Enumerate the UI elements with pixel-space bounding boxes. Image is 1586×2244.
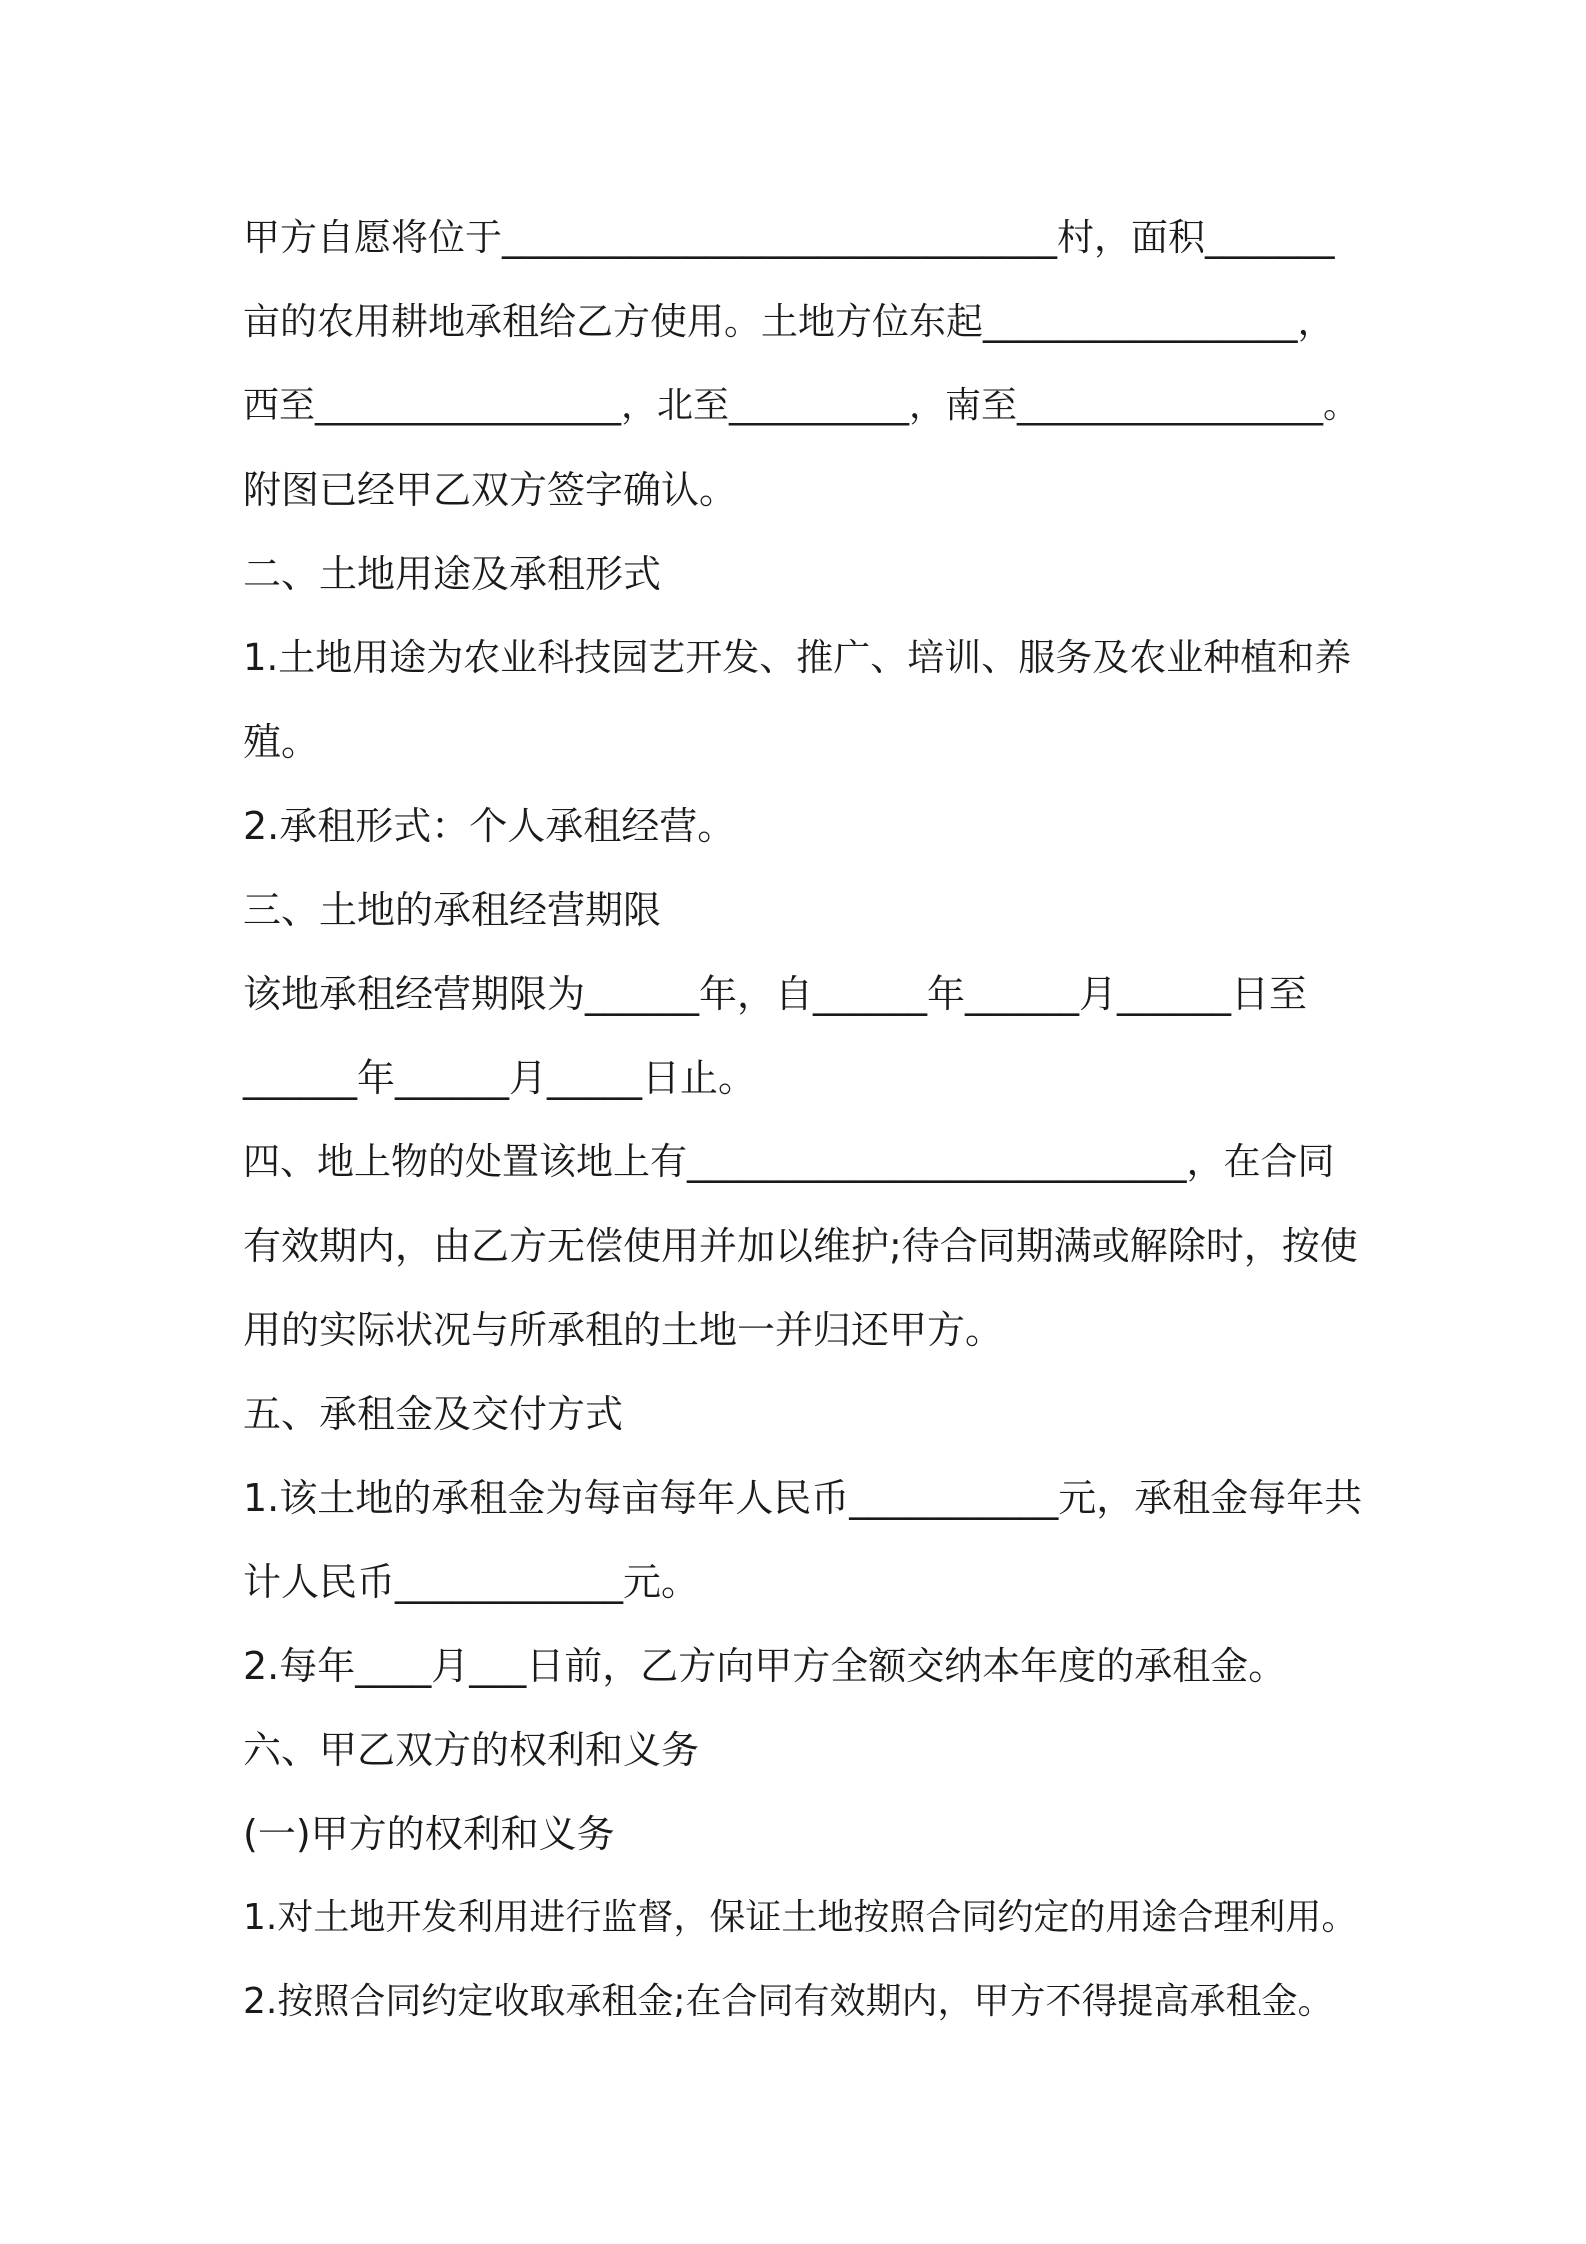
text-line-13: 有效期内，由乙方无偿使用并加以维护;待合同期满或解除时，按使 [243, 1224, 1358, 1268]
text-line-22: 2.按照合同约定收取承租金;在合同有效期内，甲方不得提高承租金。 [243, 1981, 1334, 2022]
text-line-11: ______年______月_____日止。 [243, 1056, 757, 1100]
text-line-2: 亩的农用耕地承租给乙方使用。土地方位东起_________________， [243, 300, 1335, 343]
section-heading-2: 二、土地用途及承租形式 [243, 552, 662, 596]
text-line-10: 该地承租经营期限为______年，自______年______月______日至 [243, 972, 1308, 1016]
text-line-14: 用的实际状况与所承租的土地一并归还甲方。 [243, 1308, 1004, 1352]
text-line-7: 殖。 [243, 720, 320, 764]
text-line-17: 计人民币____________元。 [243, 1560, 700, 1604]
text-line-16: 1.该土地的承租金为每亩每年人民币___________元，承租金每年共 [243, 1476, 1363, 1520]
text-line-21: 1.对土地开发利用进行监督，保证土地按照合同约定的用途合理利用。 [243, 1897, 1358, 1938]
text-line-3: 西至_________________，北至__________，南至_________________。 [243, 385, 1360, 426]
section-heading-6: 六、甲乙双方的权利和义务 [243, 1728, 700, 1772]
text-line-8: 2.承租形式：个人承租经营。 [243, 804, 736, 848]
text-line-6: 1.土地用途为农业科技园艺开发、推广、培训、服务及农业种植和养 [243, 636, 1352, 679]
section-heading-4: 四、地上物的处置该地上有___________________________，在合同 [243, 1140, 1335, 1183]
section-heading-3: 三、土地的承租经营期限 [243, 888, 662, 932]
subsection-heading-1: (一)甲方的权利和义务 [243, 1812, 615, 1856]
text-line-4: 附图已经甲乙双方签字确认。 [243, 468, 738, 512]
section-heading-5: 五、承租金及交付方式 [243, 1392, 624, 1436]
text-line-1: 甲方自愿将位于______________________________村，面积_______ [243, 216, 1335, 259]
text-line-18: 2.每年____月___日前，乙方向甲方全额交纳本年度的承租金。 [243, 1644, 1287, 1688]
document-body [243, 196, 1363, 2044]
